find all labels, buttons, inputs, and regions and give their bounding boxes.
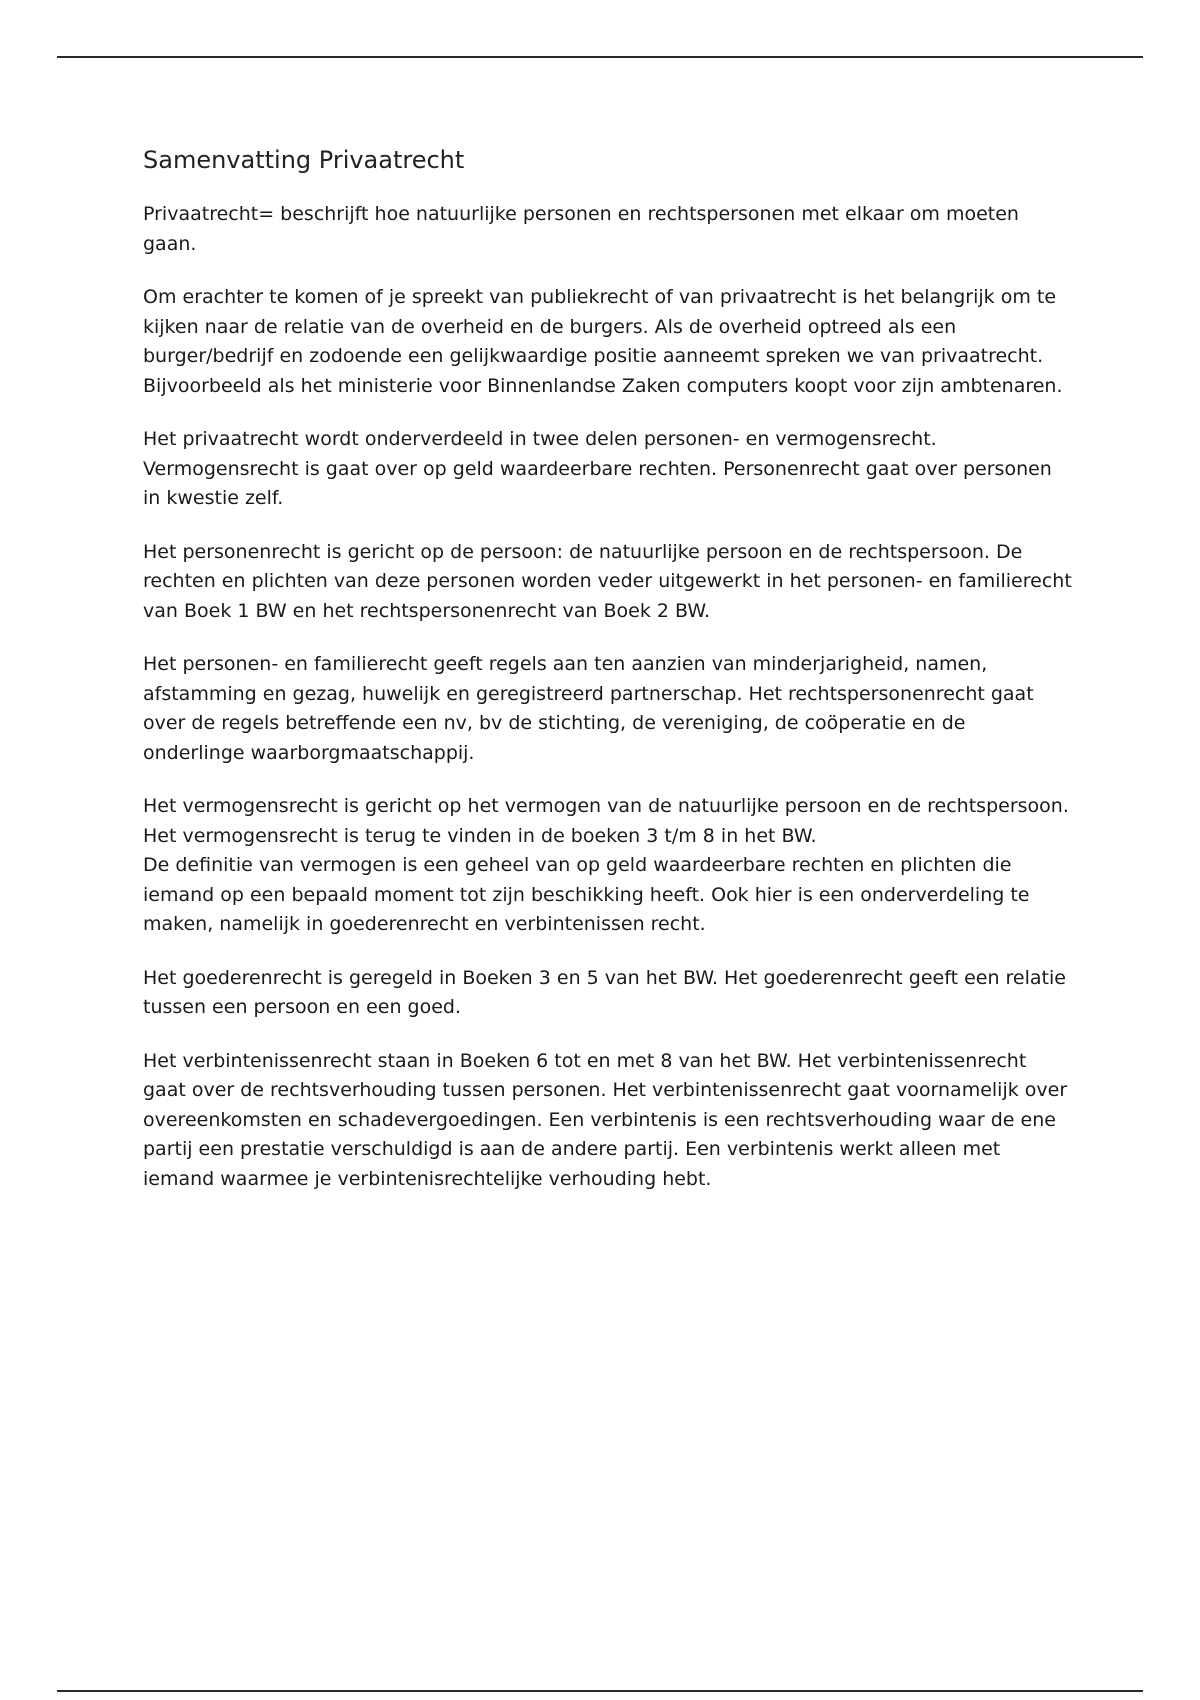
- document-title: Samenvatting Privaatrecht: [143, 146, 465, 174]
- paragraph-vermogensrecht: Het vermogensrecht is gericht op het vermogen van de natuurlijke persoon en de rechtspersoon. Het vermogensrecht is terug te vinden in de boeken 3 t/m 8 in het BW. De definitie van vermogen is een geheel van op geld waardeerbare rechten en plichten die iemand op een bepaald moment tot zijn beschikking heeft. Ook hier is een onderverdeling te maken, namelijk in goederenrecht en verbintenissen recht.: [143, 795, 1069, 935]
- paragraph-personenrecht: Het personenrecht is gericht op de persoon: de natuurlijke persoon en de rechtspersoon. De rechten en plichten van deze personen worden veder uitgewerkt in het personen- en familierecht van Boek 1 BW en het rechtspersonenrecht van Boek 2 BW.: [143, 540, 1072, 622]
- paragraph-verbintenissenrecht: Het verbintenissenrecht staan in Boeken 6 tot en met 8 van het BW. Het verbintenissenrecht gaat over de rechtsverhouding tussen personen. Het verbintenissenrecht gaat voornamelijk over overeenkomsten en schadevergoedingen. Een verbintenis is een rechtsverhouding waar de ene partij een prestatie verschuldigd is aan de andere partij. Een verbintenis werkt alleen met iemand waarmee je verbintenisrechtelijke verhouding hebt.: [143, 1049, 1068, 1190]
- paragraph-goederenrecht: Het goederenrecht is geregeld in Boeken 3 en 5 van het BW. Het goederenrecht geeft een relatie tussen een persoon en een goed.: [143, 966, 1066, 1018]
- paragraph-definition: Privaatrecht= beschrijft hoe natuurlijke personen en rechtspersonen met elkaar om moeten gaan.: [143, 203, 1019, 255]
- footer-rule: [57, 1690, 1143, 1692]
- document-body: [143, 142, 1073, 1218]
- paragraph-public-vs-private: Om erachter te komen of je spreekt van publiekrecht of van privaatrecht is het belangrijk om te kijken naar de relatie van de overheid en de burgers. Als de overheid optreed als een burger/bedrijf en zodoende een gelijkwaardige positie aanneemt spreken we van privaatrecht. Bijvoorbeeld als het ministerie voor Binnenlandse Zaken computers koopt voor zijn ambtenaren.: [143, 286, 1063, 397]
- paragraph-familierecht: Het personen- en familierecht geeft regels aan ten aanzien van minderjarigheid, namen, afstamming en gezag, huwelijk en geregistreerd partnerschap. Het rechtspersonenrecht gaat over de regels betreffende een nv, bv de stichting, de vereniging, de coöperatie en de onderlinge waarborgmaatschappij.: [143, 653, 1034, 764]
- header-rule: [57, 56, 1143, 58]
- paragraph-subdivision: Het privaatrecht wordt onderverdeeld in twee delen personen- en vermogensrecht. Vermogensrecht is gaat over op geld waardeerbare rechten. Personenrecht gaat over personen in kwestie zelf.: [143, 428, 1052, 509]
